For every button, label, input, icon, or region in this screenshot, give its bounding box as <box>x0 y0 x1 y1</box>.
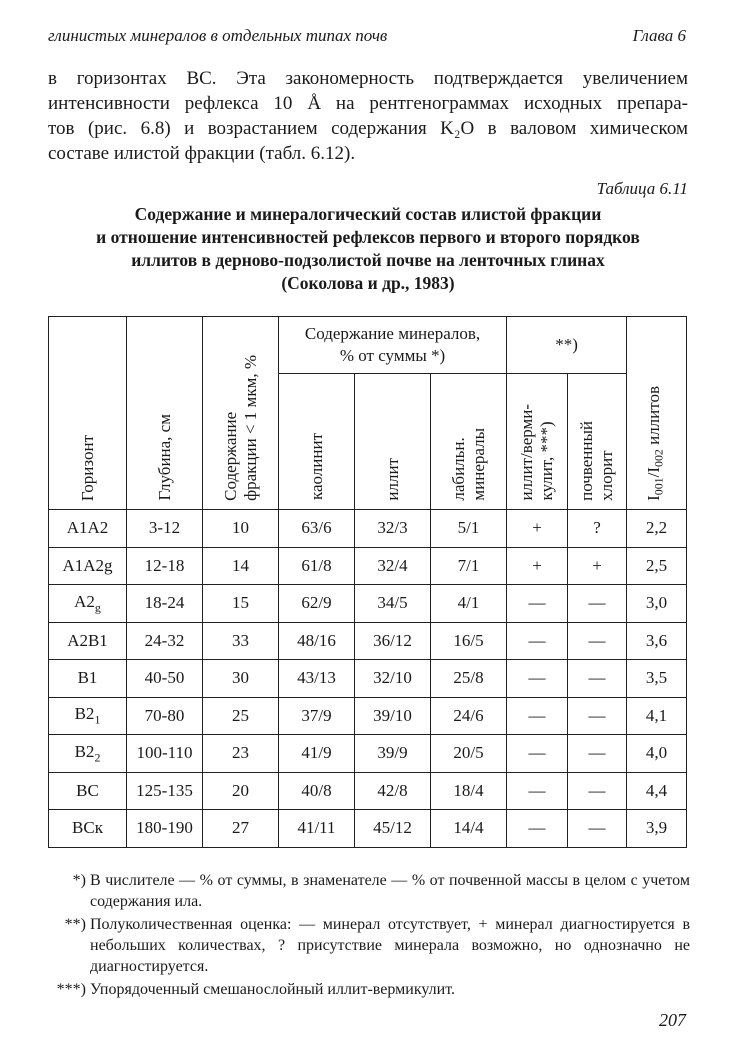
col-header-fraction: Содержание фракции < 1 мкм, % <box>203 317 279 510</box>
cell-soil-chlorite: — <box>568 585 627 623</box>
paragraph-line: составе илистой фракции (табл. 6.12). <box>48 143 356 164</box>
footnote-text: В числителе — % от суммы, в знаменателе — % от почвенной массы в целом с учетом содержания ила. <box>90 872 690 910</box>
table-title <box>48 203 688 295</box>
running-header-title: глинистых минералов в отдельных типах почв <box>48 26 388 45</box>
cell-horizon: BC <box>49 772 127 810</box>
cell-labile: 25/8 <box>431 660 507 698</box>
cell-depth: 125-135 <box>127 772 203 810</box>
cell-horizon: $A2_g$ <box>49 585 127 623</box>
cell-labile: 14/4 <box>431 810 507 848</box>
cell-labile: 5/1 <box>431 510 507 548</box>
cell-illite-vermiculite: + <box>507 510 568 548</box>
cell-kaolinite: 41/9 <box>279 735 355 773</box>
cell-ratio: 4,0 <box>627 735 687 773</box>
table-title-line: иллитов в дерново-подзолистой почве на ленточных глинах <box>131 250 605 270</box>
cell-illite: 34/5 <box>355 585 431 623</box>
cell-fraction: 30 <box>203 660 279 698</box>
cell-horizon: A2B1 <box>49 622 127 660</box>
table-label: Таблица 6.11 <box>596 179 688 198</box>
cell-horizon: B1 <box>49 660 127 698</box>
footnote <box>20 870 690 912</box>
cell-soil-chlorite: + <box>568 547 627 585</box>
cell-horizon: $B2_2$ <box>49 735 127 773</box>
group-header-semiquant: **) <box>507 317 627 374</box>
cell-illite: 42/8 <box>355 772 431 810</box>
group-header-minerals: Содержание минералов, % от суммы *) <box>279 317 507 374</box>
cell-kaolinite: 40/8 <box>279 772 355 810</box>
table-row <box>49 547 687 585</box>
cell-illite: 32/3 <box>355 510 431 548</box>
cell-ratio: 3,0 <box>627 585 687 623</box>
cell-kaolinite: 61/8 <box>279 547 355 585</box>
col-header-kaolinite: каолинит <box>279 374 355 510</box>
table-row <box>49 697 687 735</box>
cell-soil-chlorite: ? <box>568 510 627 548</box>
cell-kaolinite: 43/13 <box>279 660 355 698</box>
cell-fraction: 33 <box>203 622 279 660</box>
footnote <box>20 979 690 1000</box>
cell-illite: 32/10 <box>355 660 431 698</box>
cell-ratio: 2,2 <box>627 510 687 548</box>
cell-labile: 7/1 <box>431 547 507 585</box>
col-header-illite-vermiculite: иллит/верми- кулит, ***) <box>507 374 568 510</box>
table-title-line: и отношение интенсивностей рефлексов первого и второго порядков <box>96 227 640 247</box>
cell-kaolinite: 37/9 <box>279 697 355 735</box>
cell-depth: 40-50 <box>127 660 203 698</box>
body-paragraph <box>48 66 688 166</box>
cell-illite: 39/9 <box>355 735 431 773</box>
cell-illite: 36/12 <box>355 622 431 660</box>
cell-ratio: 2,5 <box>627 547 687 585</box>
cell-ratio: 4,4 <box>627 772 687 810</box>
cell-soil-chlorite: — <box>568 772 627 810</box>
paragraph-line: тов (рис. 6.8) и возрастанием содержания K₂O в валовом химическом <box>48 118 688 139</box>
footnote <box>20 914 690 977</box>
cell-kaolinite: 41/11 <box>279 810 355 848</box>
table-row <box>49 622 687 660</box>
cell-soil-chlorite: — <box>568 735 627 773</box>
cell-labile: 4/1 <box>431 585 507 623</box>
cell-kaolinite: 48/16 <box>279 622 355 660</box>
cell-fraction: 14 <box>203 547 279 585</box>
cell-fraction: 27 <box>203 810 279 848</box>
cell-depth: 3-12 <box>127 510 203 548</box>
cell-fraction: 25 <box>203 697 279 735</box>
table-row <box>49 772 687 810</box>
page-number: 207 <box>659 1010 686 1030</box>
cell-fraction: 15 <box>203 585 279 623</box>
cell-fraction: 20 <box>203 772 279 810</box>
cell-fraction: 10 <box>203 510 279 548</box>
data-table <box>48 316 687 848</box>
cell-depth: 180-190 <box>127 810 203 848</box>
cell-illite: 32/4 <box>355 547 431 585</box>
cell-depth: 18-24 <box>127 585 203 623</box>
col-header-ratio: $I_{001}/I_{002}$ иллитов <box>627 317 687 510</box>
footnote-mark: *) <box>72 872 86 889</box>
cell-depth: 24-32 <box>127 622 203 660</box>
running-header <box>48 20 686 50</box>
table-row <box>49 735 687 773</box>
cell-kaolinite: 63/6 <box>279 510 355 548</box>
col-header-labile: лабильн. минералы <box>431 374 507 510</box>
cell-illite: 45/12 <box>355 810 431 848</box>
table-title-line: (Соколова и др., 1983) <box>281 273 455 293</box>
paragraph-line: интенсивности рефлекса 10 Å на рентгенограммах исходных препара- <box>48 93 688 114</box>
col-header-horizon: Горизонт <box>49 317 127 510</box>
cell-illite-vermiculite: — <box>507 810 568 848</box>
table-title-line: Содержание и минералогический состав илистой фракции <box>134 204 602 224</box>
cell-soil-chlorite: — <box>568 810 627 848</box>
cell-illite: 39/10 <box>355 697 431 735</box>
table-row <box>49 585 687 623</box>
cell-soil-chlorite: — <box>568 660 627 698</box>
cell-illite-vermiculite: — <box>507 622 568 660</box>
cell-depth: 100-110 <box>127 735 203 773</box>
cell-illite-vermiculite: — <box>507 735 568 773</box>
table-row <box>49 810 687 848</box>
cell-depth: 12-18 <box>127 547 203 585</box>
footnote-text: Полуколичественная оценка: — минерал отсутствует, + минерал диагностируется в небольших количествах, ? присутствие минерала возможно, но однозначно не диагностируется. <box>90 916 690 975</box>
cell-ratio: 3,6 <box>627 622 687 660</box>
cell-ratio: 3,5 <box>627 660 687 698</box>
footnote-text: Упорядоченный смешанослойный иллит-вермикулит. <box>90 981 455 998</box>
cell-illite-vermiculite: — <box>507 772 568 810</box>
col-header-illite: иллит <box>355 374 431 510</box>
cell-soil-chlorite: — <box>568 622 627 660</box>
cell-labile: 16/5 <box>431 622 507 660</box>
cell-horizon: A1A2g <box>49 547 127 585</box>
cell-kaolinite: 62/9 <box>279 585 355 623</box>
cell-ratio: 4,1 <box>627 697 687 735</box>
cell-ratio: 3,9 <box>627 810 687 848</box>
cell-illite-vermiculite: — <box>507 697 568 735</box>
cell-illite-vermiculite: — <box>507 585 568 623</box>
footnotes <box>20 870 690 1002</box>
footnote-mark: ***) <box>56 981 86 998</box>
table-row <box>49 510 687 548</box>
col-header-soil-chlorite: почвенный хлорит <box>568 374 627 510</box>
cell-horizon: BCк <box>49 810 127 848</box>
cell-fraction: 23 <box>203 735 279 773</box>
col-header-depth: Глубина, см <box>127 317 203 510</box>
footnote-mark: **) <box>64 916 86 933</box>
paragraph-line: в горизонтах ВС. Эта закономерность подтверждается увеличением <box>48 68 688 89</box>
cell-depth: 70-80 <box>127 697 203 735</box>
cell-labile: 20/5 <box>431 735 507 773</box>
cell-horizon: $B2_1$ <box>49 697 127 735</box>
cell-illite-vermiculite: — <box>507 660 568 698</box>
running-header-chapter: Глава 6 <box>632 26 686 45</box>
cell-illite-vermiculite: + <box>507 547 568 585</box>
cell-labile: 18/4 <box>431 772 507 810</box>
table-row <box>49 660 687 698</box>
cell-soil-chlorite: — <box>568 697 627 735</box>
cell-labile: 24/6 <box>431 697 507 735</box>
cell-horizon: A1A2 <box>49 510 127 548</box>
